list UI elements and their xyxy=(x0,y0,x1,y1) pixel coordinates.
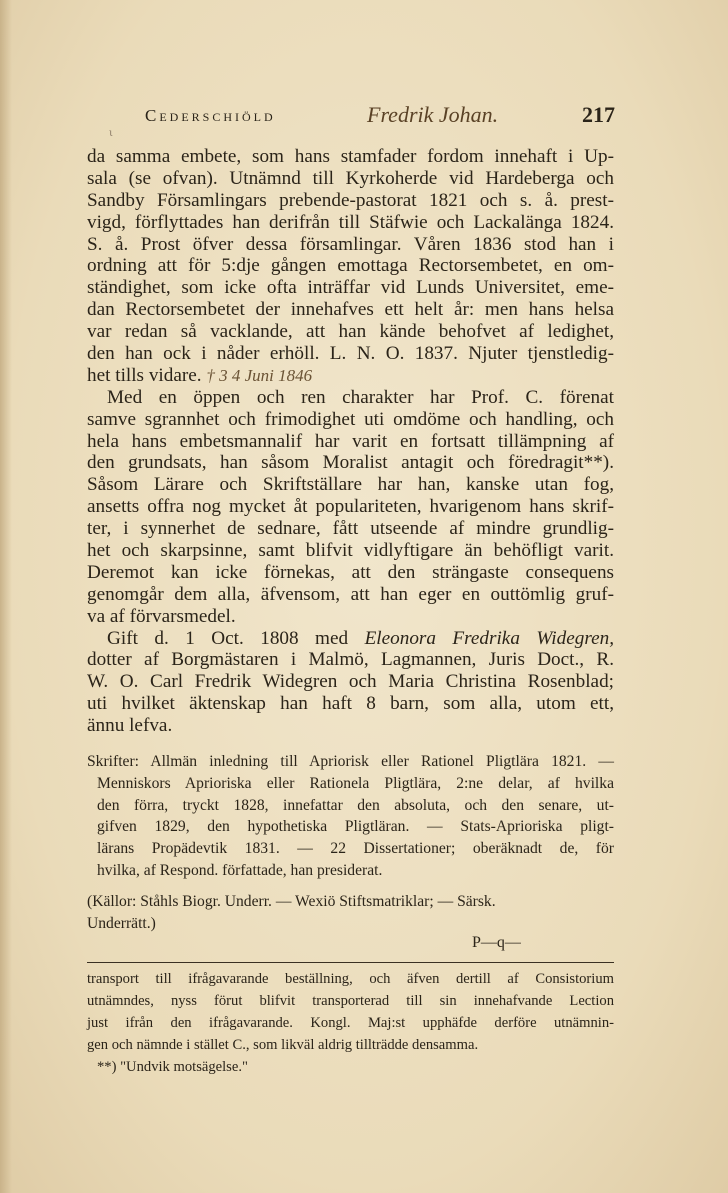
text-line: va af förvarsmedel. xyxy=(87,605,236,627)
footnote-line: utnämndes, nyss förut blifvit transporterad till sin innehafvande Lection xyxy=(87,993,614,1009)
biblio-line: hvilka, af Respond. författade, han presiderat. xyxy=(97,861,383,879)
text-line: ordning att för 5:dje gången emottaga Rectorsembetet, en om- xyxy=(87,255,614,277)
signature-mark: P—q— xyxy=(472,934,521,951)
handwritten-name: Fredrik Johan. xyxy=(367,102,499,127)
biblio-line: Skrifter: Allmän inledning till Apriorisk eller Rationel Pligtlära 1821. — xyxy=(87,753,614,770)
page-number: 217 xyxy=(582,102,615,127)
text-line: samve sgrannhet och frimodighet uti omdöme och handling, och xyxy=(87,408,614,430)
text-line: W. O. Carl Fredrik Widegren och Maria Christina Rosenblad; xyxy=(87,671,614,693)
text-line: het och skarpsinne, samt blifvit vidlyftigare än behöfligt varit. xyxy=(87,540,614,562)
footnote-line: just ifrån den ifrågavarande. Kongl. Maj:st upphäfde derföre utnämnin- xyxy=(87,1015,614,1031)
pencil-mark: ι xyxy=(109,128,113,139)
text-line: genomgår dem alla, äfvensom, att han eger en outtömlig gruf- xyxy=(87,583,614,605)
text-line: vigd, förflyttades han derifrån till Stäfwie och Lackalänga 1824. xyxy=(87,211,614,233)
text-line: ansetts offra nog mycket åt populariteten, hvarigenom hans skrif- xyxy=(87,496,614,518)
running-header xyxy=(145,100,615,136)
marriage-line xyxy=(87,628,614,650)
text-line: ständighet, som icke ofta inträffar vid Lunds Universitet, eme- xyxy=(87,277,614,299)
biblio-line: gifven 1829, den hypothetiska Pligtläran. — Stats-Aprioriska pligt- xyxy=(97,818,614,836)
handwritten-death-note: † 3 4 Juni 1846 xyxy=(206,365,313,385)
text-line: Sandby Församlingars prebende-pastorat 1821 och s. å. prest- xyxy=(87,189,614,211)
sources-line: (Källor: Ståhls Biogr. Underr. — Wexiö Stiftsmatriklar; — Särsk. xyxy=(87,893,496,910)
footnote-line: gen och nämnde i stället C., som likväl aldrig tillträdde densamma. xyxy=(87,1037,479,1053)
sources-line: Underrätt.) xyxy=(87,914,156,932)
text-line xyxy=(87,365,614,387)
marriage-prefix: Gift d. 1 Oct. 1808 med xyxy=(107,627,349,649)
text-line: S. å. Prost öfver dessa församlingar. Våren 1836 stod han i xyxy=(87,233,614,255)
text-line: den grundsats, han såsom Moralist antagit och föredragit**). xyxy=(87,452,614,474)
text-line: hela hans embetsmannalif har varit en fortsatt tillämpning af xyxy=(87,430,614,452)
text-line: ter, i synnerhet de sednare, fått utseende af mindre grundlig- xyxy=(87,518,614,540)
biblio-line: lärans Propädevtik 1831. — 22 Dissertationer; oberäknadt de, för xyxy=(97,840,614,858)
text-line: den han ock i nåder erhöll. L. N. O. 1837. Njuter tjenstledig- xyxy=(87,343,614,365)
text-line: var redan så vacklande, att han kände behofvet af ledighet, xyxy=(87,321,614,343)
text-line: Med en öppen och ren charakter har Prof. C. förenat xyxy=(107,386,614,408)
sources xyxy=(87,891,614,935)
running-title: Cederschiöld xyxy=(145,106,276,125)
text-line: Deremot kan icke förnekas, att den strängaste consequens xyxy=(87,561,614,583)
text-line: Såsom Lärare och Skriftställare har han, kanske utan fog, xyxy=(87,474,614,496)
footnotes xyxy=(87,968,614,1078)
text-line: sala (se ofvan). Utnämnd till Kyrkoherde vid Hardeberga och xyxy=(87,167,614,189)
main-text xyxy=(87,146,614,737)
text-line: dotter af Borgmästaren i Malmö, Lagmannen, Juris Doct., R. xyxy=(87,649,614,671)
text-line-end: het tills vidare. xyxy=(87,364,202,386)
footnote-line: **) "Undvik motsägelse." xyxy=(97,1059,248,1075)
text-line: da samma embete, som hans stamfader fordom innehaft i Up- xyxy=(87,146,614,167)
page-gutter-shadow xyxy=(0,0,12,1193)
text-line: ännu lefva. xyxy=(87,715,173,737)
spouse-name: Eleonora Fredrika Widegren, xyxy=(364,627,614,649)
footnote-rule xyxy=(87,962,614,963)
bibliography xyxy=(87,751,614,882)
biblio-line: Menniskors Aprioriska eller Rationela Pligtlära, 2:ne delar, af hvilka xyxy=(97,774,614,792)
text-line: uti hvilket äktenskap han haft 8 barn, som alla, utom ett, xyxy=(87,693,614,715)
biblio-line: den förra, tryckt 1828, innefattar den absoluta, och den senare, ut- xyxy=(97,796,614,814)
footnote-line: transport till ifrågavarande beställning, och äfven dertill af Consistorium xyxy=(87,971,614,987)
text-line: dan Rectorsembetet der innehafves ett helt år: men hans helsa xyxy=(87,299,614,321)
